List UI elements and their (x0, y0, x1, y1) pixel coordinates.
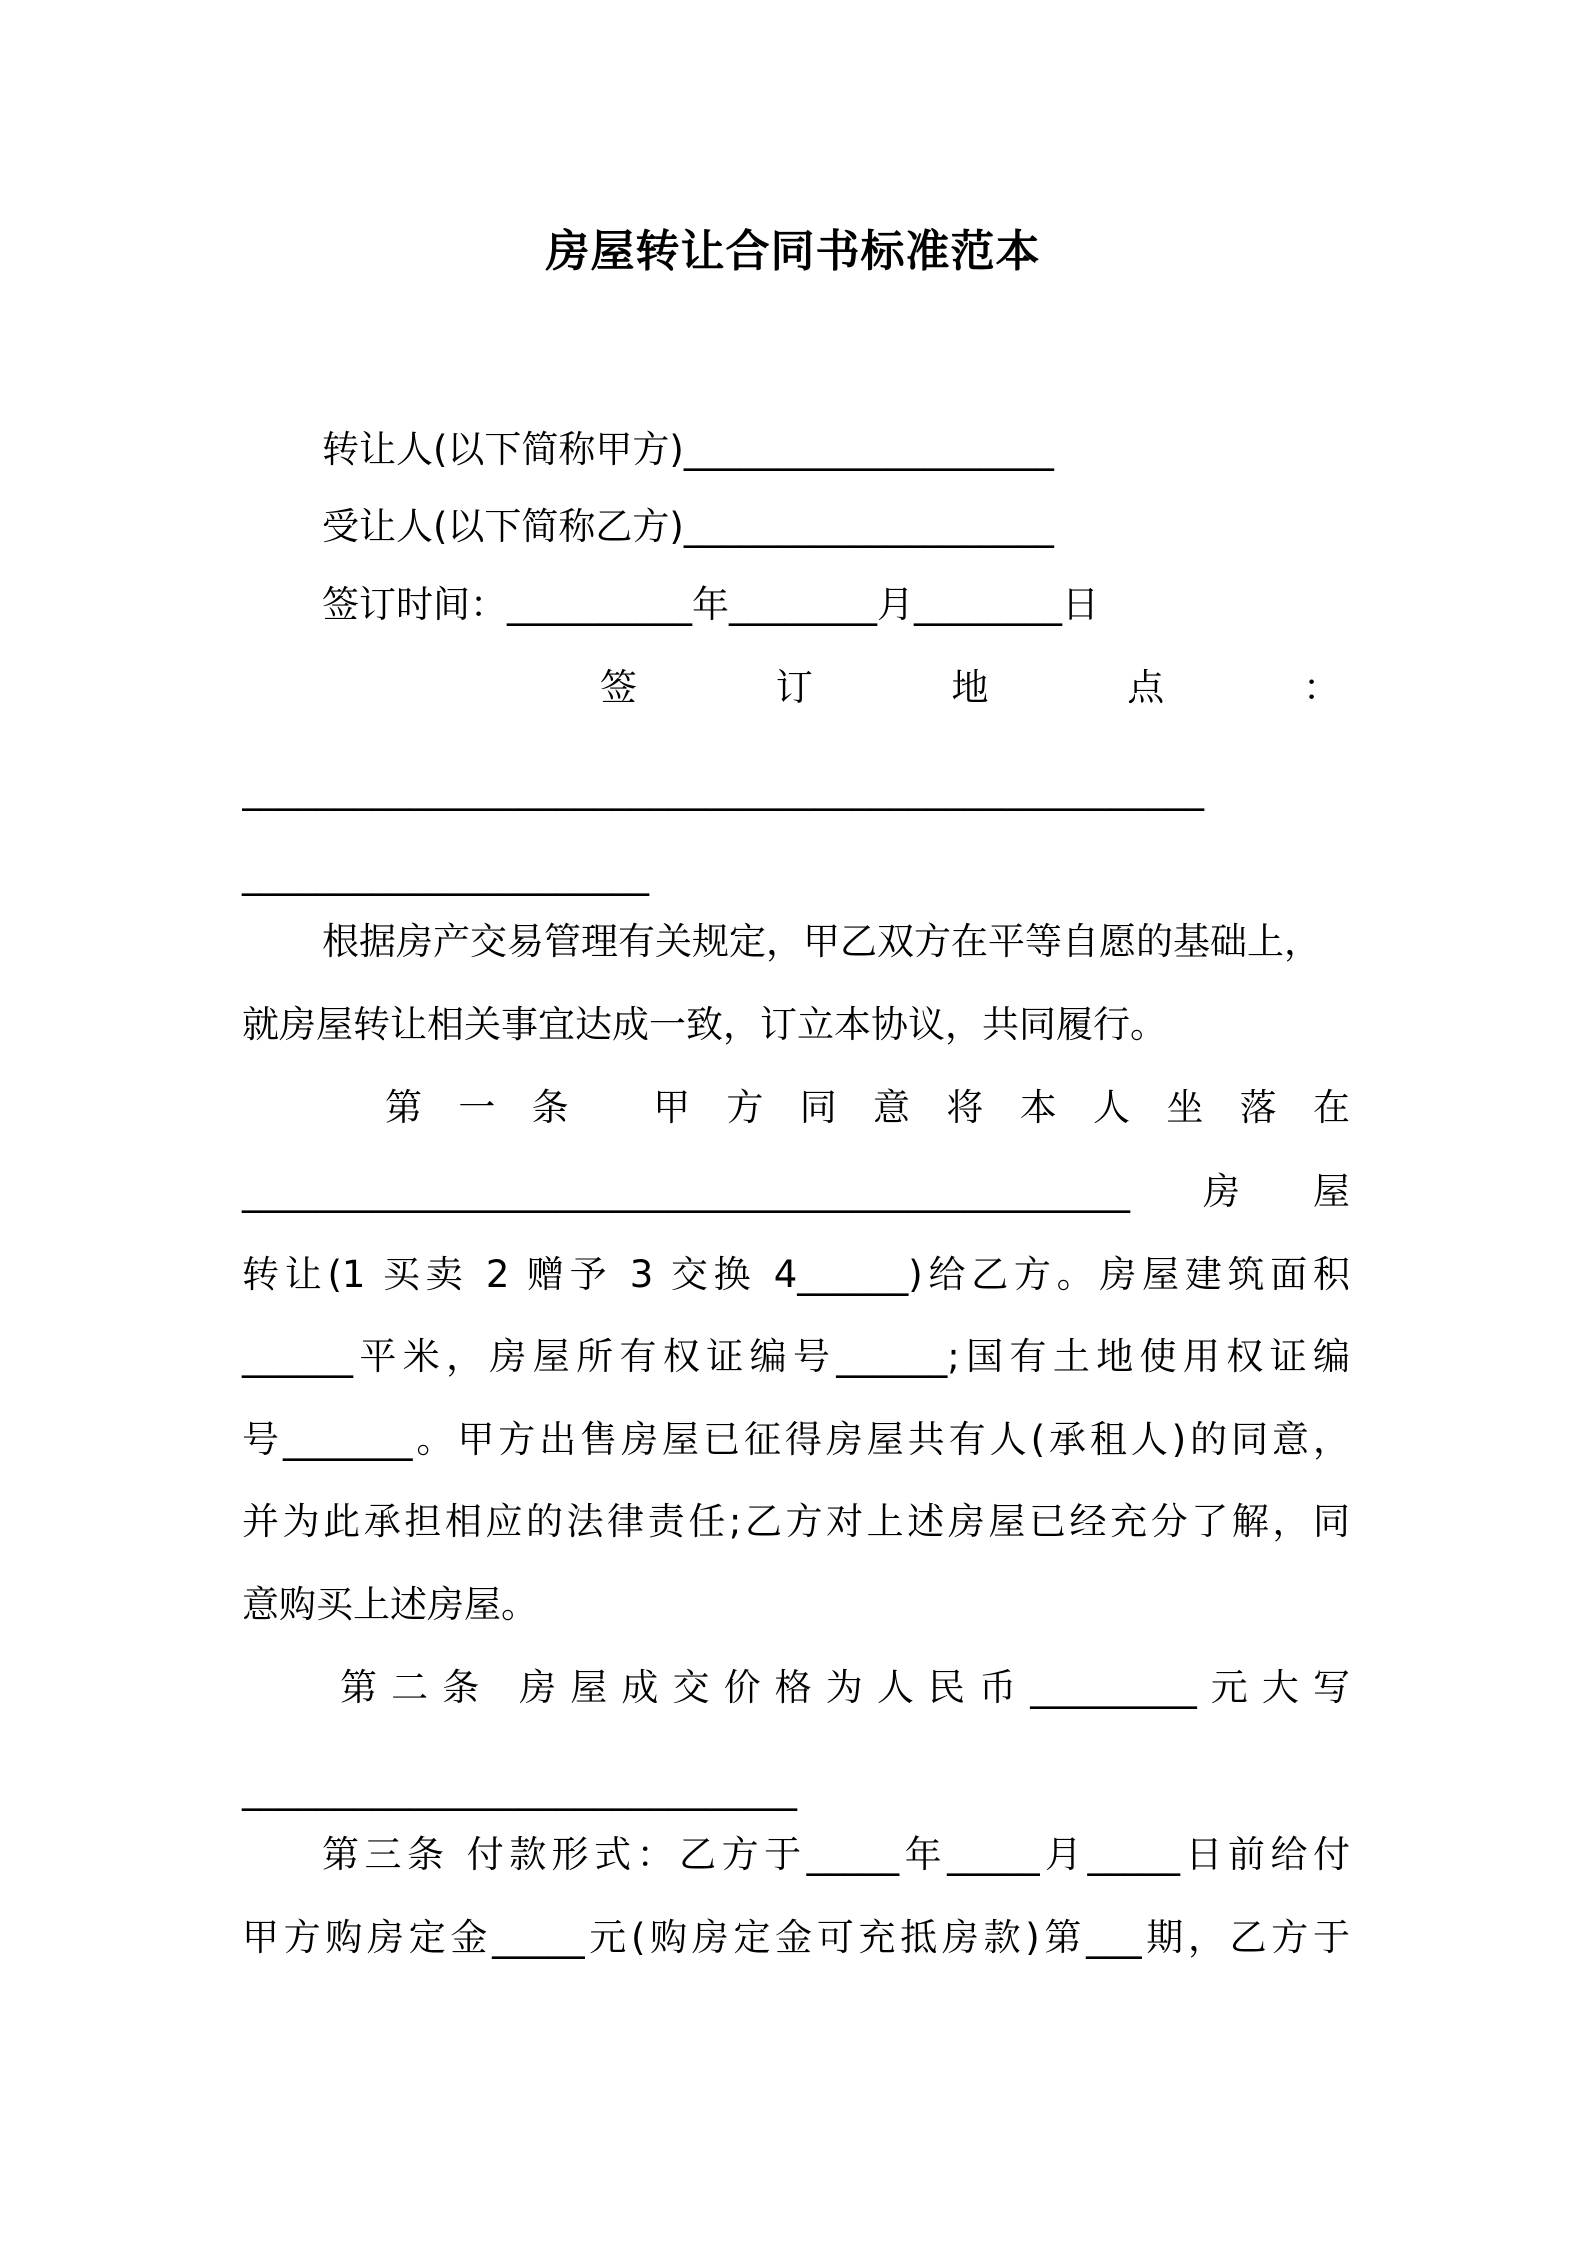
preamble-line-1: 根据房产交易管理有关规定，甲乙双方在平等自愿的基础上， (322, 920, 1321, 963)
article1-line-1: 第一条 甲方同意将本人坐落在 (385, 1086, 1350, 1129)
article1-line-3: 转让(1 买卖 2 赠予 3 交换 4______)给乙方。房屋建筑面积 (242, 1253, 1350, 1296)
transferee-line: 受让人(以下简称乙方)____________________ (322, 505, 1054, 548)
sign-place-blank-2: ______________________ (242, 853, 649, 896)
sign-date-line: 签订时间：__________年________月________日 (322, 583, 1099, 626)
article1-line-2: ________________________________________________房屋 (242, 1170, 1350, 1213)
transferor-line: 转让人(以下简称甲方)____________________ (322, 428, 1054, 471)
sign-place-label: 签订地点： (600, 666, 1340, 709)
article1-line-4: ______平米，房屋所有权证编号______;国有土地使用权证编 (242, 1335, 1350, 1378)
article3-line-1: 第三条 付款形式：乙方于_____年_____月_____日前给付 (322, 1833, 1350, 1876)
article2-line-2: ______________________________ (242, 1768, 797, 1811)
article1-line-6: 并为此承担相应的法律责任;乙方对上述房屋已经充分了解，同 (242, 1500, 1350, 1543)
preamble-line-2: 就房屋转让相关事宜达成一致，订立本协议，共同履行。 (242, 1003, 1167, 1046)
sign-place-blank-1: ____________________________________________________ (242, 768, 1204, 811)
article3-line-2: 甲方购房定金_____元(购房定金可充抵房款)第___期，乙方于 (242, 1916, 1350, 1959)
article1-line-7: 意购买上述房屋。 (242, 1583, 538, 1626)
article1-line-5: 号_______。甲方出售房屋已征得房屋共有人(承租人)的同意， (242, 1418, 1350, 1461)
document-title: 房屋转让合同书标准范本 (545, 226, 1041, 277)
article2-line-1: 第二条 房屋成交价格为人民币_________元大写 (340, 1666, 1350, 1709)
